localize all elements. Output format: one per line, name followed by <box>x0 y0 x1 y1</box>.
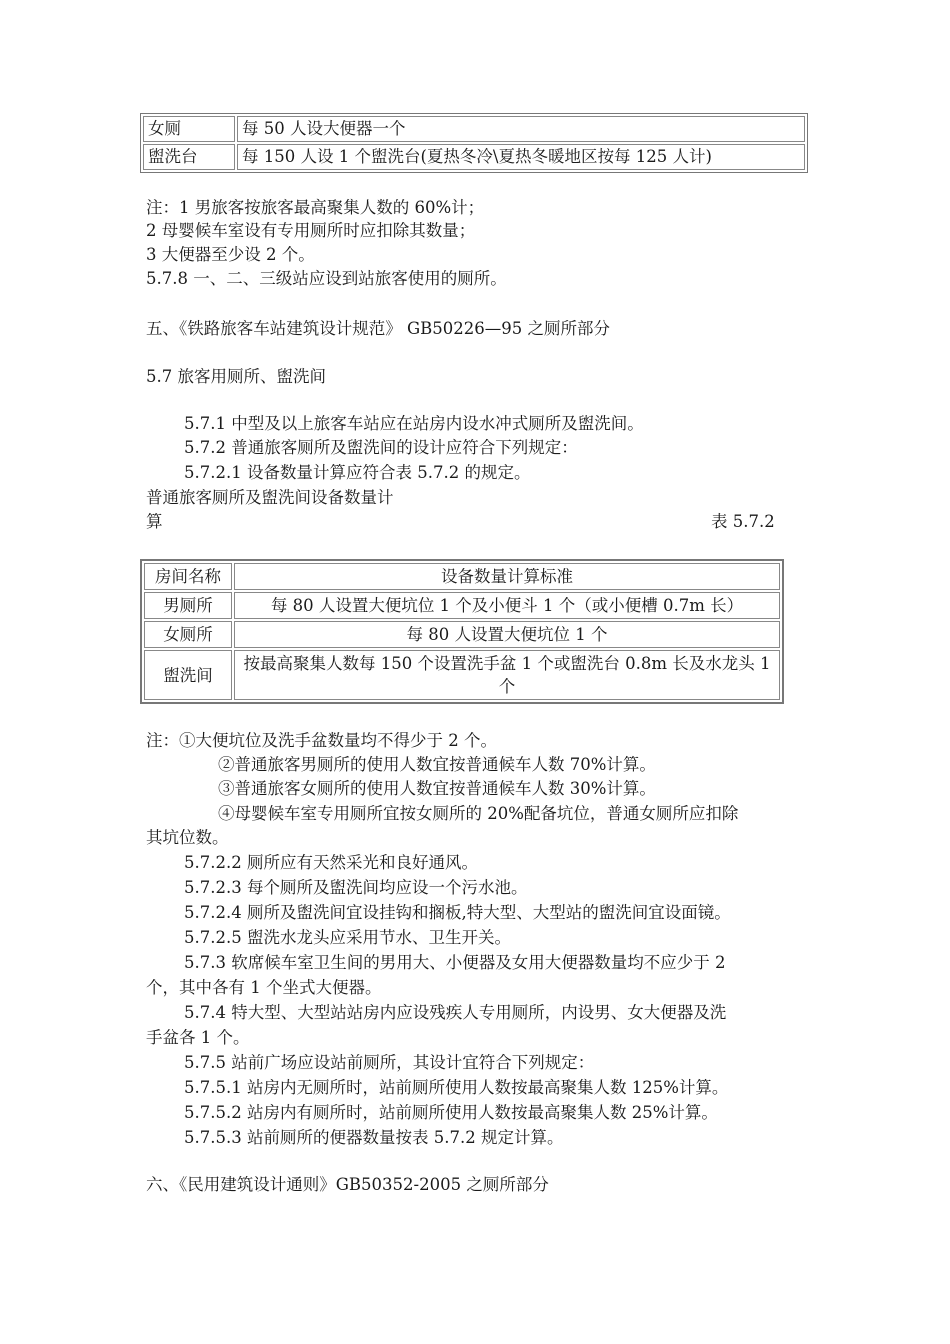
table-cell-room: 盥洗台 <box>143 144 235 170</box>
table-cell-room: 盥洗间 <box>144 650 232 700</box>
clause-line: 5.7.5 站前广场应设站前厕所，其设计宜符合下列规定： <box>184 1053 595 1072</box>
clause-line: 5.7.1 中型及以上旅客车站应在站房内设水冲式厕所及盥洗间。 <box>184 414 644 433</box>
clause-line: 5.7.2.2 厕所应有天然采光和良好通风。 <box>184 853 478 872</box>
clause-line: 5.7.8 一、二、三级站应设到站旅客使用的厕所。 <box>146 269 507 288</box>
table-number: 表 5.7.2 <box>711 512 775 531</box>
table-cell-standard: 按最高聚集人数每 150 个设置洗手盆 1 个或盥洗台 0.8m 长及水龙头 1 个 <box>234 650 780 700</box>
clause-line: 5.7.2.1 设备数量计算应符合表 5.7.2 的规定。 <box>184 463 531 482</box>
table-row <box>143 144 805 170</box>
section-title: 六、《民用建筑设计通则》GB50352-2005 之厕所部分 <box>146 1175 549 1194</box>
table-caption-continued: 算 <box>146 512 163 531</box>
clause-line: 5.7.2.3 每个厕所及盥洗间均应设一个污水池。 <box>184 878 528 897</box>
clause-line: 5.7.3 软席候车室卫生间的男用大、小便器及女用大便器数量均不应少于 2 <box>184 953 726 972</box>
note-line: ④母婴候车室专用厕所宜按女厕所的 20%配备坑位，普通女厕所应扣除 <box>218 804 739 823</box>
table-row <box>144 592 780 619</box>
table-header-cell: 设备数量计算标准 <box>234 563 780 590</box>
table-row <box>144 650 780 700</box>
table-cell-room: 女厕 <box>143 116 235 142</box>
table-header-row <box>144 563 780 590</box>
clause-line: 5.7.2.5 盥洗水龙头应采用节水、卫生开关。 <box>184 928 511 947</box>
clause-line: 5.7.5.3 站前厕所的便器数量按表 5.7.2 规定计算。 <box>184 1128 564 1147</box>
note-line: 3 大便器至少设 2 个。 <box>146 245 315 264</box>
note-line: 注：①大便坑位及洗手盆数量均不得少于 2 个。 <box>146 731 497 750</box>
clause-line: 5.7.4 特大型、大型站站房内应设残疾人专用厕所，内设男、女大便器及洗 <box>184 1003 727 1022</box>
table-row <box>144 621 780 648</box>
clause-line: 5.7.5.2 站房内有厕所时，站前厕所使用人数按最高聚集人数 25%计算。 <box>184 1103 718 1122</box>
clause-line: 5.7.2 普通旅客厕所及盥洗间的设计应符合下列规定： <box>184 438 578 457</box>
note-line: ③普通旅客女厕所的使用人数宜按普通候车人数 30%计算。 <box>218 779 656 798</box>
note-line: 注：1 男旅客按旅客最高聚集人数的 60%计； <box>146 198 485 217</box>
fixture-table <box>140 559 784 704</box>
table-cell-standard: 每 150 人设 1 个盥洗台(夏热冬冷\夏热冬暖地区按每 125 人计) <box>237 144 805 170</box>
table-cell-standard: 每 80 人设置大便坑位 1 个 <box>234 621 780 648</box>
table-header-cell: 房间名称 <box>144 563 232 590</box>
note-line: 其坑位数。 <box>146 828 229 847</box>
table-cell-room: 男厕所 <box>144 592 232 619</box>
clause-line: 5.7.5.1 站房内无厕所时，站前厕所使用人数按最高聚集人数 125%计算。 <box>184 1078 729 1097</box>
section-heading: 5.7 旅客用厕所、盥洗间 <box>146 367 326 386</box>
note-line: 2 母婴候车室设有专用厕所时应扣除其数量； <box>146 221 476 240</box>
note-line: ②普通旅客男厕所的使用人数宜按普通候车人数 70%计算。 <box>218 755 656 774</box>
table-cell-standard: 每 50 人设大便器一个 <box>237 116 805 142</box>
clause-line: 5.7.2.4 厕所及盥洗间宜设挂钩和搁板,特大型、大型站的盥洗间宜设面镜。 <box>184 903 731 922</box>
table-cell-room: 女厕所 <box>144 621 232 648</box>
fixture-table-continued <box>140 113 808 173</box>
table-caption: 普通旅客厕所及盥洗间设备数量计 <box>146 488 394 507</box>
table-cell-standard: 每 80 人设置大便坑位 1 个及小便斗 1 个（或小便槽 0.7m 长） <box>234 592 780 619</box>
section-title: 五、《铁路旅客车站建筑设计规范》 GB50226—95 之厕所部分 <box>146 319 611 338</box>
clause-line: 手盆各 1 个。 <box>146 1028 250 1047</box>
clause-line: 个，其中各有 1 个坐式大便器。 <box>146 978 382 997</box>
table-row <box>143 116 805 142</box>
